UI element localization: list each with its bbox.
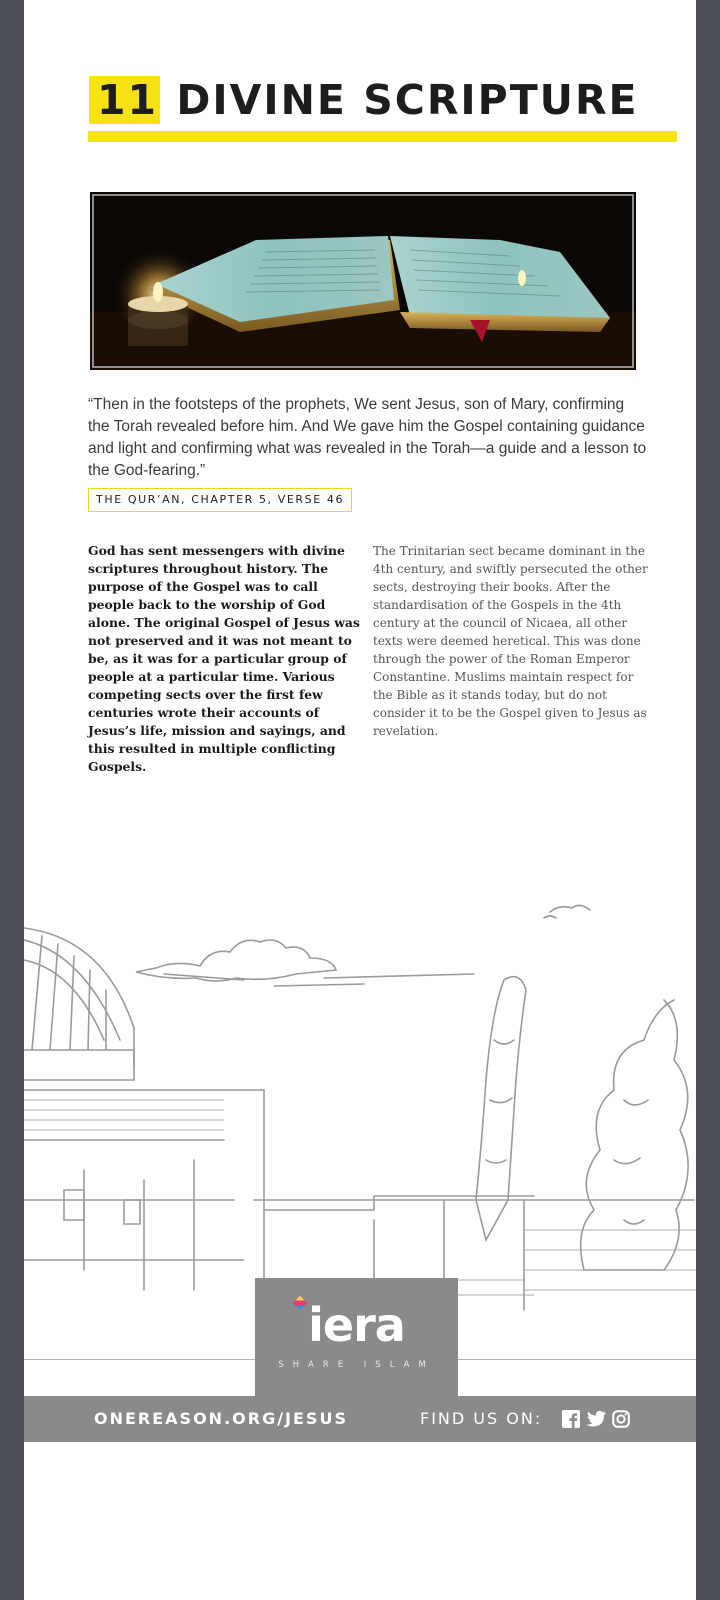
body-column-left: God has sent messengers with divine scriptures throughout history. The purpose of the Gospel was to call people back to the worship of God alone. The original Gospel of Jesus was not preserved and it was not meant to be, as it was for a particular group of people at a particular time. Various competing sects over the first few centuries wrote their accounts of Jesus’s life, mission and sayings, and this resulted in multiple conflicting Gospels.: [88, 543, 360, 774]
poster-page: [24, 0, 696, 1600]
facebook-icon[interactable]: [562, 1410, 580, 1428]
page-title: [89, 76, 679, 124]
open-book-candle-photo: [90, 192, 636, 370]
iera-logo: [255, 1278, 458, 1396]
instagram-icon[interactable]: [612, 1410, 630, 1428]
logo-wordmark: iera: [308, 1298, 405, 1352]
quote-citation: THE QUR’AN, CHAPTER 5, VERSE 46: [88, 488, 352, 512]
section-number: 11: [89, 76, 160, 124]
website-link[interactable]: ONEREASON.ORG/JESUS: [94, 1409, 348, 1428]
twitter-icon[interactable]: [586, 1410, 606, 1428]
footer-bar: [24, 1396, 696, 1442]
find-us-label: FIND US ON:: [420, 1409, 543, 1428]
section-title: DIVINE SCRIPTURE: [176, 76, 639, 124]
logo-tagline: SHARE ISLAM: [278, 1360, 435, 1370]
quran-quote: “Then in the footsteps of the prophets, We sent Jesus, son of Mary, confirming the Torah revealed before him. And We gave him the Gospel containing guidance and light and confirming what was revealed in the Torah—a guide and a lesson to the God-fearing.”: [88, 396, 647, 479]
title-underline: [88, 131, 677, 142]
body-column-right: The Trinitarian sect became dominant in the 4th century, and swiftly persecuted the other sects, destroying their books. After the standardisation of the Gospels in the 4th century at the council of Nicaea, all other texts were deemed heretical. This was done through the power of the Roman Emperor Constantine. Muslims maintain respect for the Bible as it stands today, but do not consider it to be the Gospel given to Jesus as revelation.: [373, 544, 648, 738]
